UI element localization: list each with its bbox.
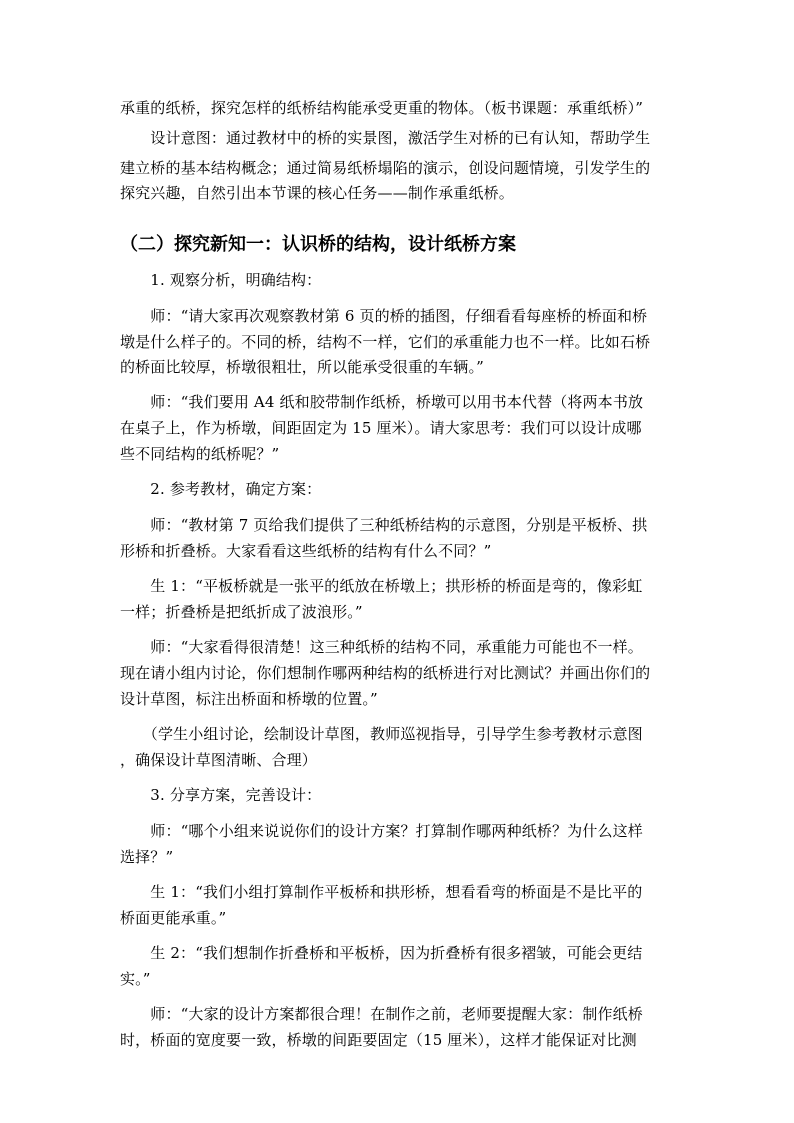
- dialogue-line: 师：“我们要用 A4 纸和胶带制作纸桥，桥墩可以用书本代替（将两本书放: [120, 393, 644, 411]
- design-intent-line: 探究兴趣，自然引出本节课的核心任务——制作承重纸桥。: [120, 184, 514, 202]
- step-title: 1. 观察分析，明确结构：: [120, 271, 322, 289]
- dialogue-line: 师：“请大家再次观察教材第 6 页的桥的插图，仔细看看每座桥的桥面和桥: [120, 307, 648, 325]
- dialogue-line: 师：“哪个小组来说说你们的设计方案？打算制作哪两种纸桥？为什么这样: [120, 822, 643, 840]
- design-intent-line: 建立桥的基本结构概念；通过简易纸桥塌陷的演示，创设问题情境，引发学生的: [120, 159, 651, 177]
- dialogue-line: 些不同结构的纸桥呢？”: [120, 445, 280, 463]
- dialogue-line: 的桥面比较厚，桥墩很粗壮，所以能承受很重的车辆。”: [120, 358, 484, 376]
- step-title: 2. 参考教材，确定方案：: [120, 480, 322, 498]
- step-title: 3. 分享方案，完善设计：: [120, 786, 322, 804]
- dialogue-line: 设计草图，标注出桥面和桥墩的位置。”: [120, 690, 378, 708]
- paragraph-line: 承重的纸桥，探究怎样的纸桥结构能承受更重的物体。（板书课题：承重纸桥）”: [120, 99, 644, 117]
- dialogue-line: 生 1：“我们小组打算制作平板桥和拱形桥，想看看弯的桥面是不是比平的: [120, 883, 643, 901]
- dialogue-line: 墩是什么样子的。不同的桥，结构不一样，它们的承重能力也不一样。比如石桥: [120, 333, 651, 351]
- dialogue-line: 时，桥面的宽度要一致，桥墩的间距要固定（15 厘米），这样才能保证对比测: [120, 1031, 637, 1049]
- dialogue-line: 师：“大家的设计方案都很合理！在制作之前，老师要提醒大家：制作纸桥: [120, 1005, 643, 1023]
- section-heading: （二）探究新知一：认识桥的结构，设计纸桥方案: [120, 234, 516, 255]
- dialogue-line: 师：“教材第 7 页给我们提供了三种纸桥结构的示意图，分别是平板桥、拱: [120, 516, 648, 534]
- dialogue-line: 生 1：“平板桥就是一张平的纸放在桥墩上；拱形桥的桥面是弯的，像彩虹: [120, 577, 643, 595]
- activity-note-line: ，确保设计草图清晰、合理）: [120, 751, 317, 769]
- dialogue-line: 桥面更能承重。”: [120, 909, 227, 927]
- dialogue-line: 现在请小组内讨论，你们想制作哪两种结构的纸桥进行对比测试？并画出你们的: [120, 664, 651, 682]
- activity-note-line: （学生小组讨论，绘制设计草图，教师巡视指导，引导学生参考教材示意图: [120, 725, 643, 743]
- dialogue-line: 选择？”: [120, 848, 174, 866]
- dialogue-line: 生 2：“我们想制作折叠桥和平板桥，因为折叠桥有很多褶皱，可能会更结: [120, 944, 643, 962]
- dialogue-line: 一样；折叠桥是把纸折成了波浪形。”: [120, 603, 363, 621]
- dialogue-line: 师：“大家看得很清楚！这三种纸桥的结构不同，承重能力可能也不一样。: [120, 638, 643, 656]
- dialogue-line: 在桌子上，作为桥墩，间距固定为 15 厘米）。请大家思考：我们可以设计成哪: [120, 419, 642, 437]
- design-intent-line: 设计意图：通过教材中的桥的实景图，激活学生对桥的已有认知，帮助学生: [120, 129, 651, 147]
- dialogue-line: 实。”: [120, 970, 151, 988]
- dialogue-line: 形桥和折叠桥。大家看看这些纸桥的结构有什么不同？”: [120, 542, 492, 560]
